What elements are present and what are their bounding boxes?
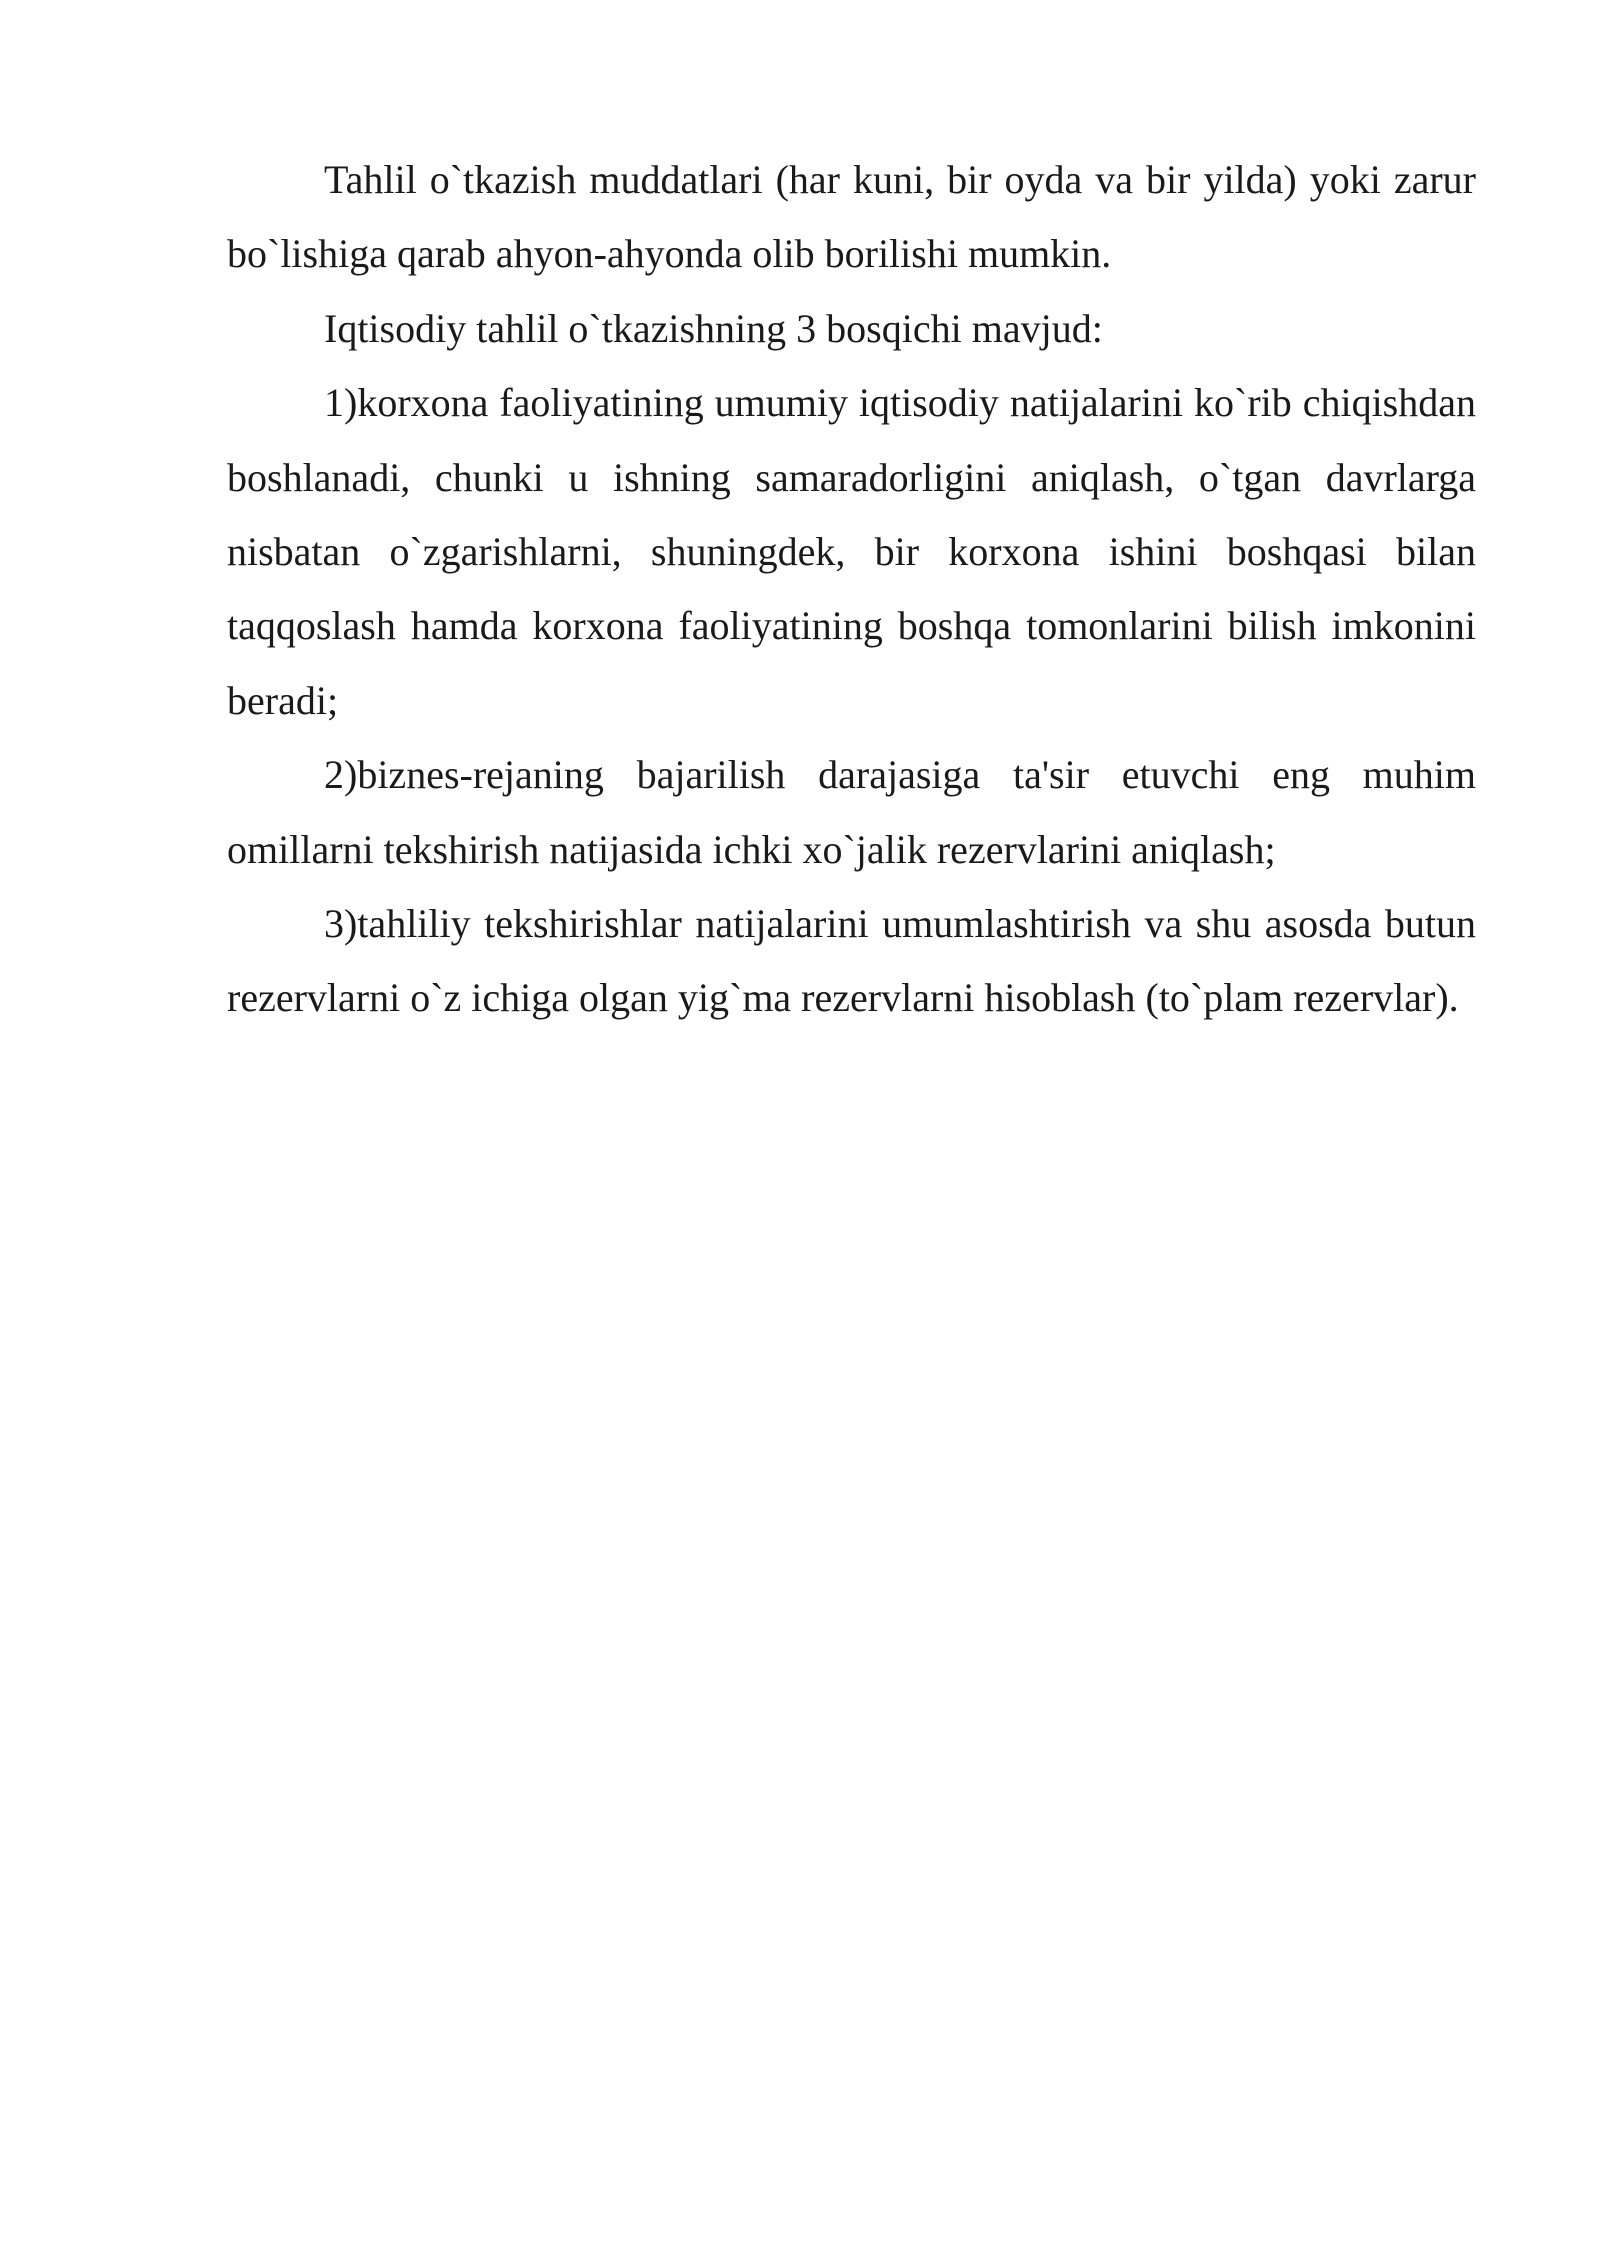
document-body <box>227 143 1476 1036</box>
paragraph-stage-3: 3)tahliliy tekshirishlar natijalarini umumlashtirish va shu asosda butun rezervlarni o`z ichiga olgan yig`ma rezervlarni hisoblash (to`plam rezervlar). <box>227 901 1476 1021</box>
paragraph-analysis-periods: Tahlil o`tkazish muddatlari (har kuni, bir oyda va bir yilda) yoki zarur bo`lishiga qarab ahyon-ahyonda olib borilishi mumkin. <box>227 157 1476 277</box>
paragraph-stage-2: 2)biznes-rejaning bajarilish darajasiga ta'sir etuvchi eng muhim omillarni tekshirish natijasida ichki xo`jalik rezervlarini aniqlash; <box>227 752 1476 872</box>
paragraph-stages-intro: Iqtisodiy tahlil o`tkazishning 3 bosqichi mavjud: <box>324 305 1103 351</box>
paragraph-stage-1: 1)korxona faoliyatining umumiy iqtisodiy natijalarini ko`rib chiqishdan boshlanadi, chunki u ishning samaradorligini aniqlash, o`tgan davrlarga nisbatan o`zgarishlarni, shuningdek, bir korxona ishini boshqasi bilan taqqoslash hamda korxona faoliyatining boshqa tomonlarini bilish imkonini beradi; <box>227 380 1476 723</box>
